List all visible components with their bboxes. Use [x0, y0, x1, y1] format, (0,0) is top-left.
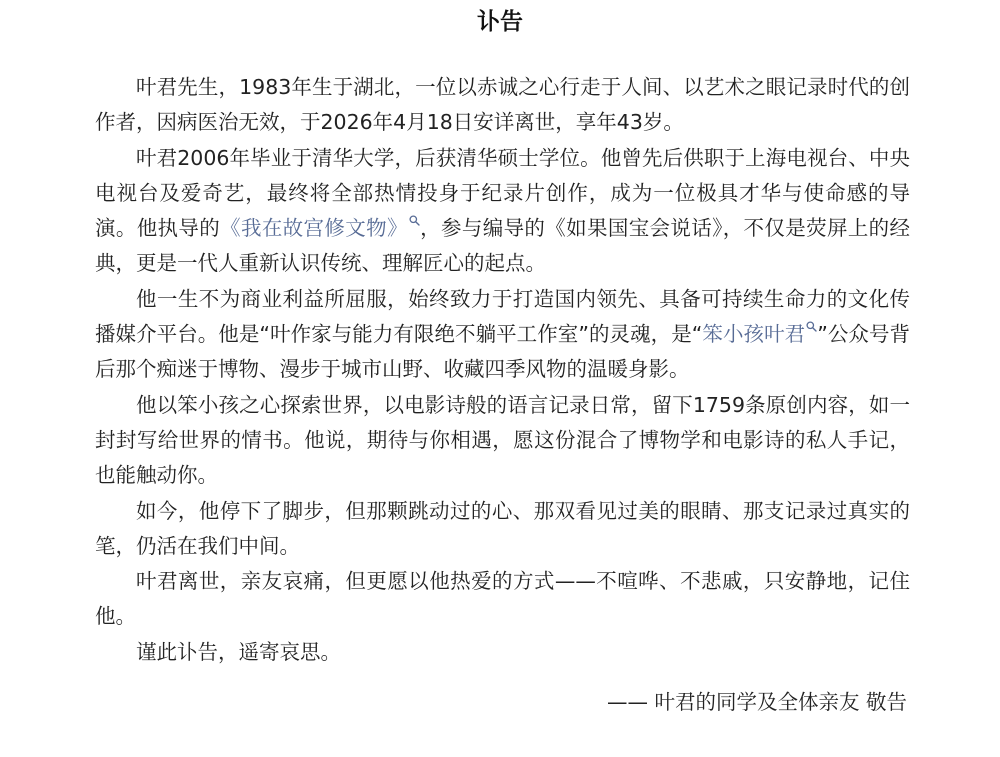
paragraph-farewell: 叶君离世，亲友哀痛，但更愿以他热爱的方式——不喧哗、不悲戚，只安静地，记住他。	[95, 569, 910, 629]
signature: —— 叶君的同学及全体亲友 敬告	[606, 690, 907, 714]
account-link-label: 笨小孩叶君	[702, 322, 806, 347]
paragraph-mission-text-before: 他一生不为商业利益所屈服，始终致力于打造国内领先、具备可持续生命力的文化传播媒介平台。他是“叶作家与能力有限绝不躺平工作室”的灵魂，是“	[95, 286, 910, 347]
paragraph-remembrance: 如今，他停下了脚步，但那颗跳动过的心、那双看见过美的眼睛、那支记录过真实的笔，仍活在我们中间。	[95, 498, 910, 558]
paragraph-closing: 谨此讣告，遥寄哀思。	[136, 639, 341, 664]
paragraph-intro: 叶君先生，1983年生于湖北，一位以赤诚之心行走于人间、以艺术之眼记录时代的创作者，因病医治无效，于2026年4月18日安详离世，享年43岁。	[95, 75, 910, 135]
paragraph-mission	[95, 282, 910, 388]
documentary-link[interactable]	[220, 216, 420, 240]
search-icon	[409, 215, 420, 226]
page-title: 讣告	[477, 9, 523, 35]
paragraph-career	[95, 141, 910, 282]
documentary-link-label: 《我在故宫修文物》	[220, 216, 408, 241]
paragraph-legacy: 他以笨小孩之心探索世界，以电影诗般的语言记录日常，留下1759条原创内容，如一封封写给世界的情书。他说，期待与你相遇，愿这份混合了博物学和电影诗的私人手记，也能触动你。	[95, 392, 910, 488]
obituary-body	[95, 70, 910, 670]
paragraph-career-text-after: ，参与编导的《如果国宝会说话》，不仅是荧屏上的经典，更是一代人重新认识传统、理解匠心的起点。	[95, 216, 911, 276]
paragraph-career-text-before: 叶君2006年毕业于清华大学，后获清华硕士学位。他曾先后供职于上海电视台、中央电视台及爱奇艺，最终将全部热情投身于纪录片创作，成为一位极具才华与使命感的导演。他执导的	[95, 145, 910, 241]
account-link[interactable]	[702, 322, 817, 346]
paragraph-mission-text-after: ”公众号背后那个痴迷于博物、漫步于城市山野、收藏四季风物的温暖身影。	[95, 322, 911, 382]
search-icon	[806, 321, 817, 332]
